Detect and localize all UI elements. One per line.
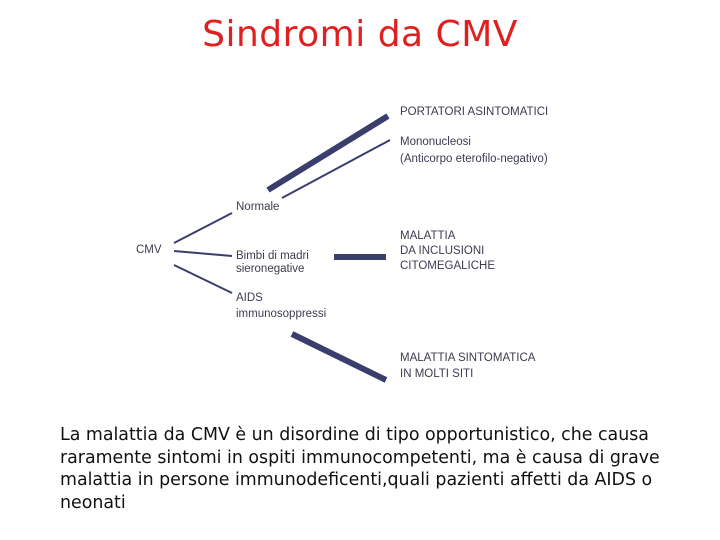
outcome-malattia-label-3: CITOMEGALICHE	[400, 260, 495, 272]
host-normale-label: Normale	[236, 201, 280, 213]
line-normale-portatori	[268, 116, 388, 190]
host-aids-label-2: immunosoppressi	[236, 308, 327, 320]
outcome-portatori-label: PORTATORI ASINTOMATICI	[400, 106, 549, 118]
outcome-mono-label-2: (Anticorpo eterofilo-negativo)	[400, 153, 548, 165]
line-aids-sintomatica	[292, 334, 386, 380]
slide-title: Sindromi da CMV	[202, 14, 518, 55]
branch-cmv-bimbi	[174, 251, 232, 256]
description-paragraph: La malattia da CMV è un disordine di tipo opportunistico, che causa raramente sintomi in ospiti immunocompetenti, ma è causa di grave malattia in persone immunodeficenti,quali pazienti affetti da AIDS o neonati	[60, 425, 660, 513]
host-bimbi-label-2: sieronegative	[236, 263, 305, 275]
branch-cmv-aids	[174, 265, 232, 293]
outcome-malattia-label-1: MALATTIA	[400, 230, 456, 242]
root-label: CMV	[136, 244, 162, 256]
host-aids-label-1: AIDS	[236, 292, 263, 304]
outcome-sintomatica-label-2: IN MOLTI SITI	[400, 368, 474, 380]
outcome-malattia-label-2: DA INCLUSIONI	[400, 245, 485, 257]
host-bimbi-label-1: Bimbi di madri	[236, 250, 309, 262]
branch-cmv-normale	[174, 213, 232, 243]
outcome-mono-label-1: Mononucleosi	[400, 136, 471, 148]
outcome-sintomatica-label-1: MALATTIA SINTOMATICA	[400, 352, 536, 364]
